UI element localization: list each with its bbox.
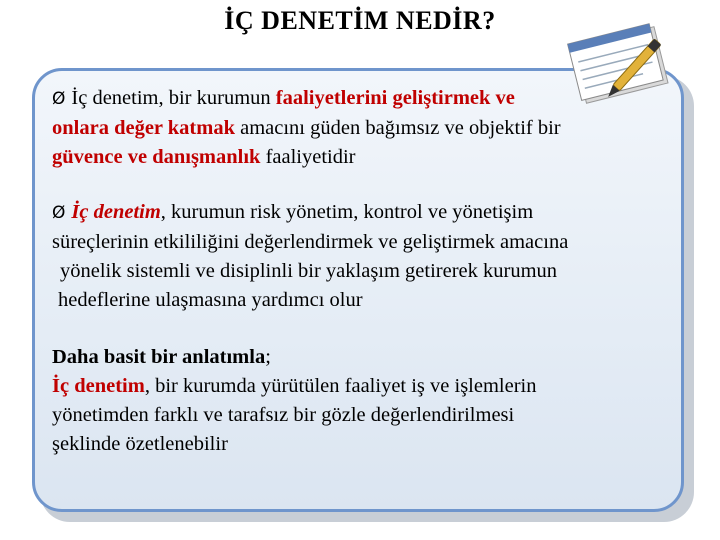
p3-highlight: İç denetim [52, 375, 145, 397]
p2-text-b: , kurumun risk yönetim, kontrol ve yönetişim [160, 201, 534, 223]
p2-highlight: İç denetim [71, 201, 161, 223]
p3-semicolon: ; [265, 346, 271, 368]
p3-line-3: yönetimden farklı ve tarafsız bir gözle değerlendirilmesi [52, 404, 515, 426]
paragraph-1 [52, 84, 692, 172]
bullet-arrow-icon: Ø [52, 203, 66, 223]
p3-text-b: , bir kurumda yürütülen faaliyet iş ve işlemlerin [144, 375, 537, 397]
paragraph-2 [52, 198, 692, 315]
p2-line-4: hedeflerine ulaşmasına yardımcı olur [58, 289, 363, 311]
p1-text-d: amacını güden bağımsız ve objektif bir [234, 117, 561, 139]
p1-highlight-1: faaliyetlerini geliştirmek ve [275, 87, 515, 109]
p3-heading: Daha basit bir anlatımla [52, 346, 266, 368]
page-title: İÇ DENETİM NEDİR? [224, 6, 496, 35]
bullet-arrow-icon: Ø [52, 89, 66, 109]
p1-highlight-3: güvence ve danışmanlık [52, 146, 261, 168]
p1-highlight-2: onlara değer katmak [52, 117, 235, 139]
paragraph-3 [52, 343, 692, 459]
p1-text-f: faaliyetidir [260, 146, 356, 168]
p1-text-a: İç denetim, bir kurumun [71, 87, 276, 109]
p3-line-4: şeklinde özetlenebilir [52, 433, 228, 455]
p2-line-3: yönelik sistemli ve disiplinli bir yaklaşım getirerek kurumun [60, 260, 558, 282]
p2-line-2: süreçlerinin etkililiğini değerlendirmek ve geliştirmek amacına [52, 231, 569, 253]
